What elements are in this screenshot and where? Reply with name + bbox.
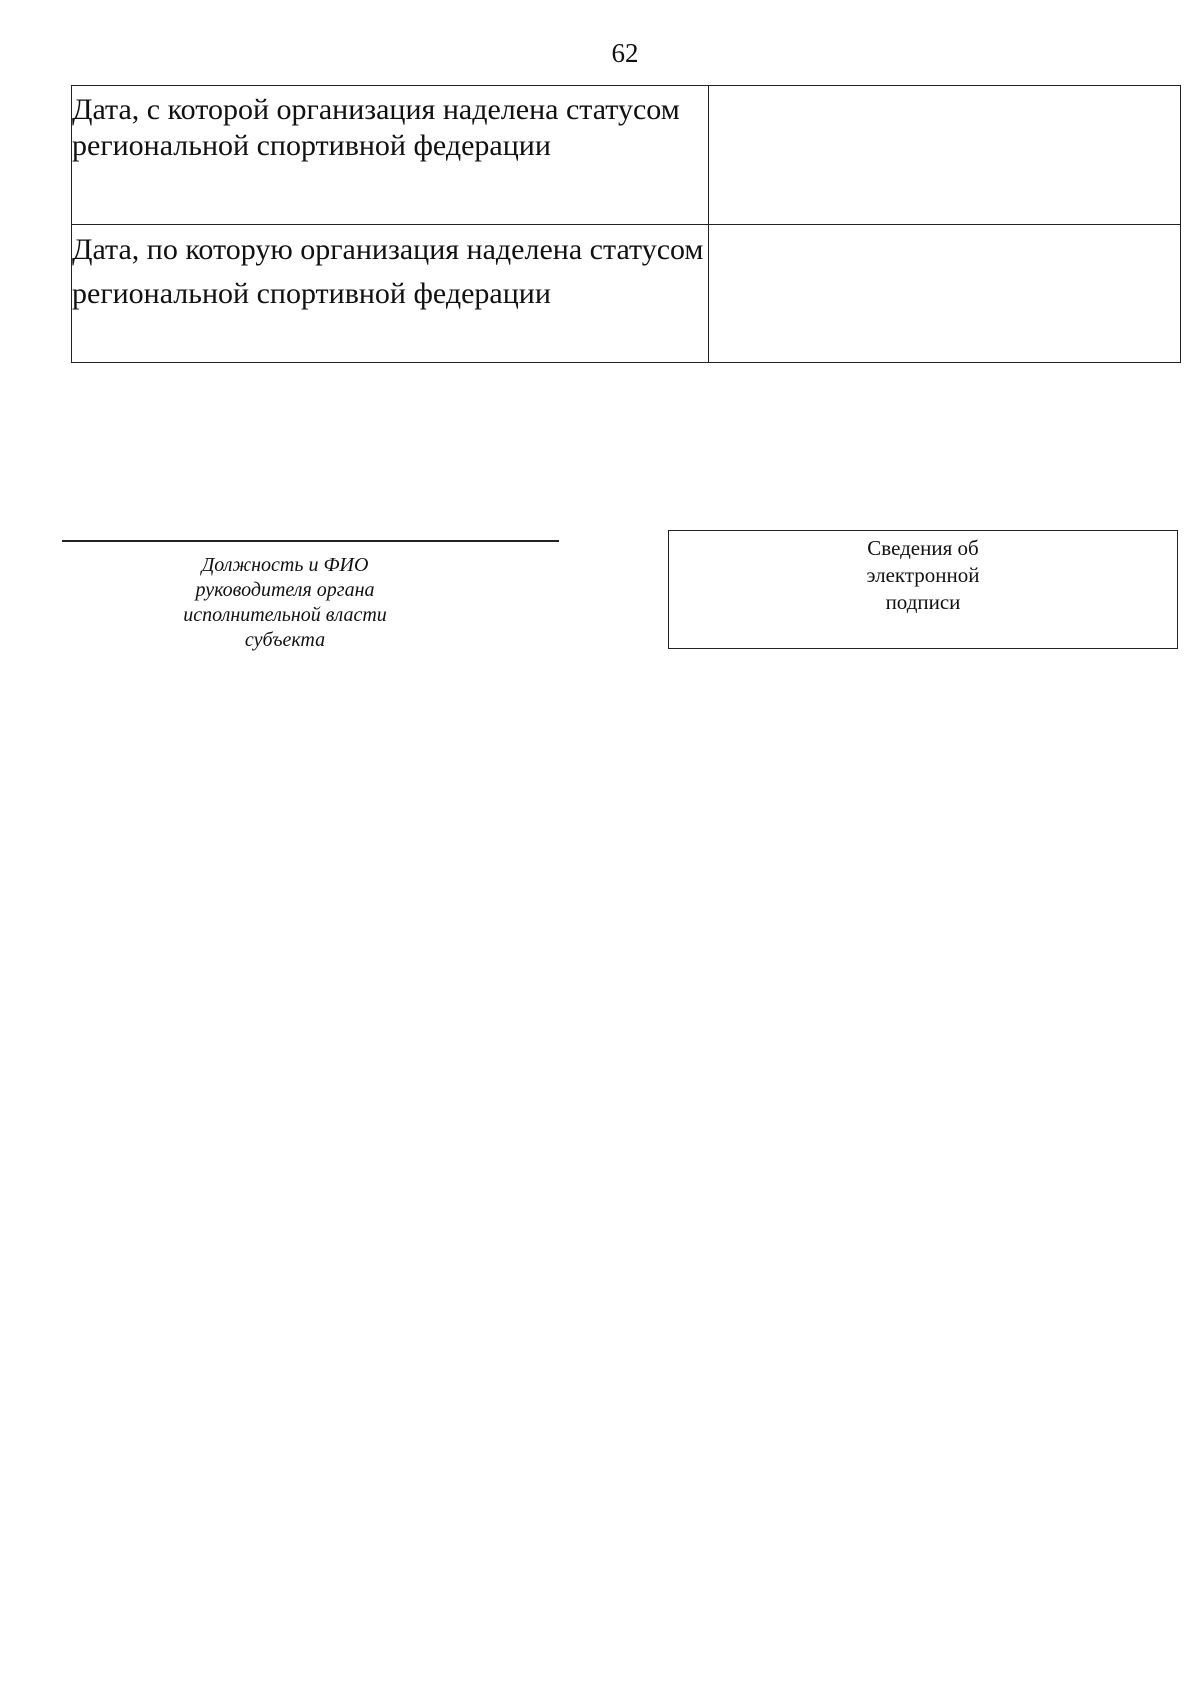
electronic-signature-text: Сведения об электронной подписи: [866, 536, 980, 614]
electronic-signature-box: [668, 530, 1178, 649]
signature-line: [62, 540, 559, 542]
form-table: [71, 85, 1181, 363]
position-caption: Должность и ФИО руководителя органа исполнительной власти субъекта: [183, 554, 387, 651]
table-row: [72, 225, 1181, 363]
status-end-date-value: [709, 225, 1181, 363]
page-number: 62: [611, 38, 639, 68]
status-end-date-label: Дата, по которую организация наделена статусом региональной спортивной федерации: [72, 225, 709, 363]
table-row: [72, 86, 1181, 225]
status-start-date-label: Дата, с которой организация наделена статусом региональной спортивной федерации: [72, 86, 709, 225]
status-start-date-value: [709, 86, 1181, 225]
